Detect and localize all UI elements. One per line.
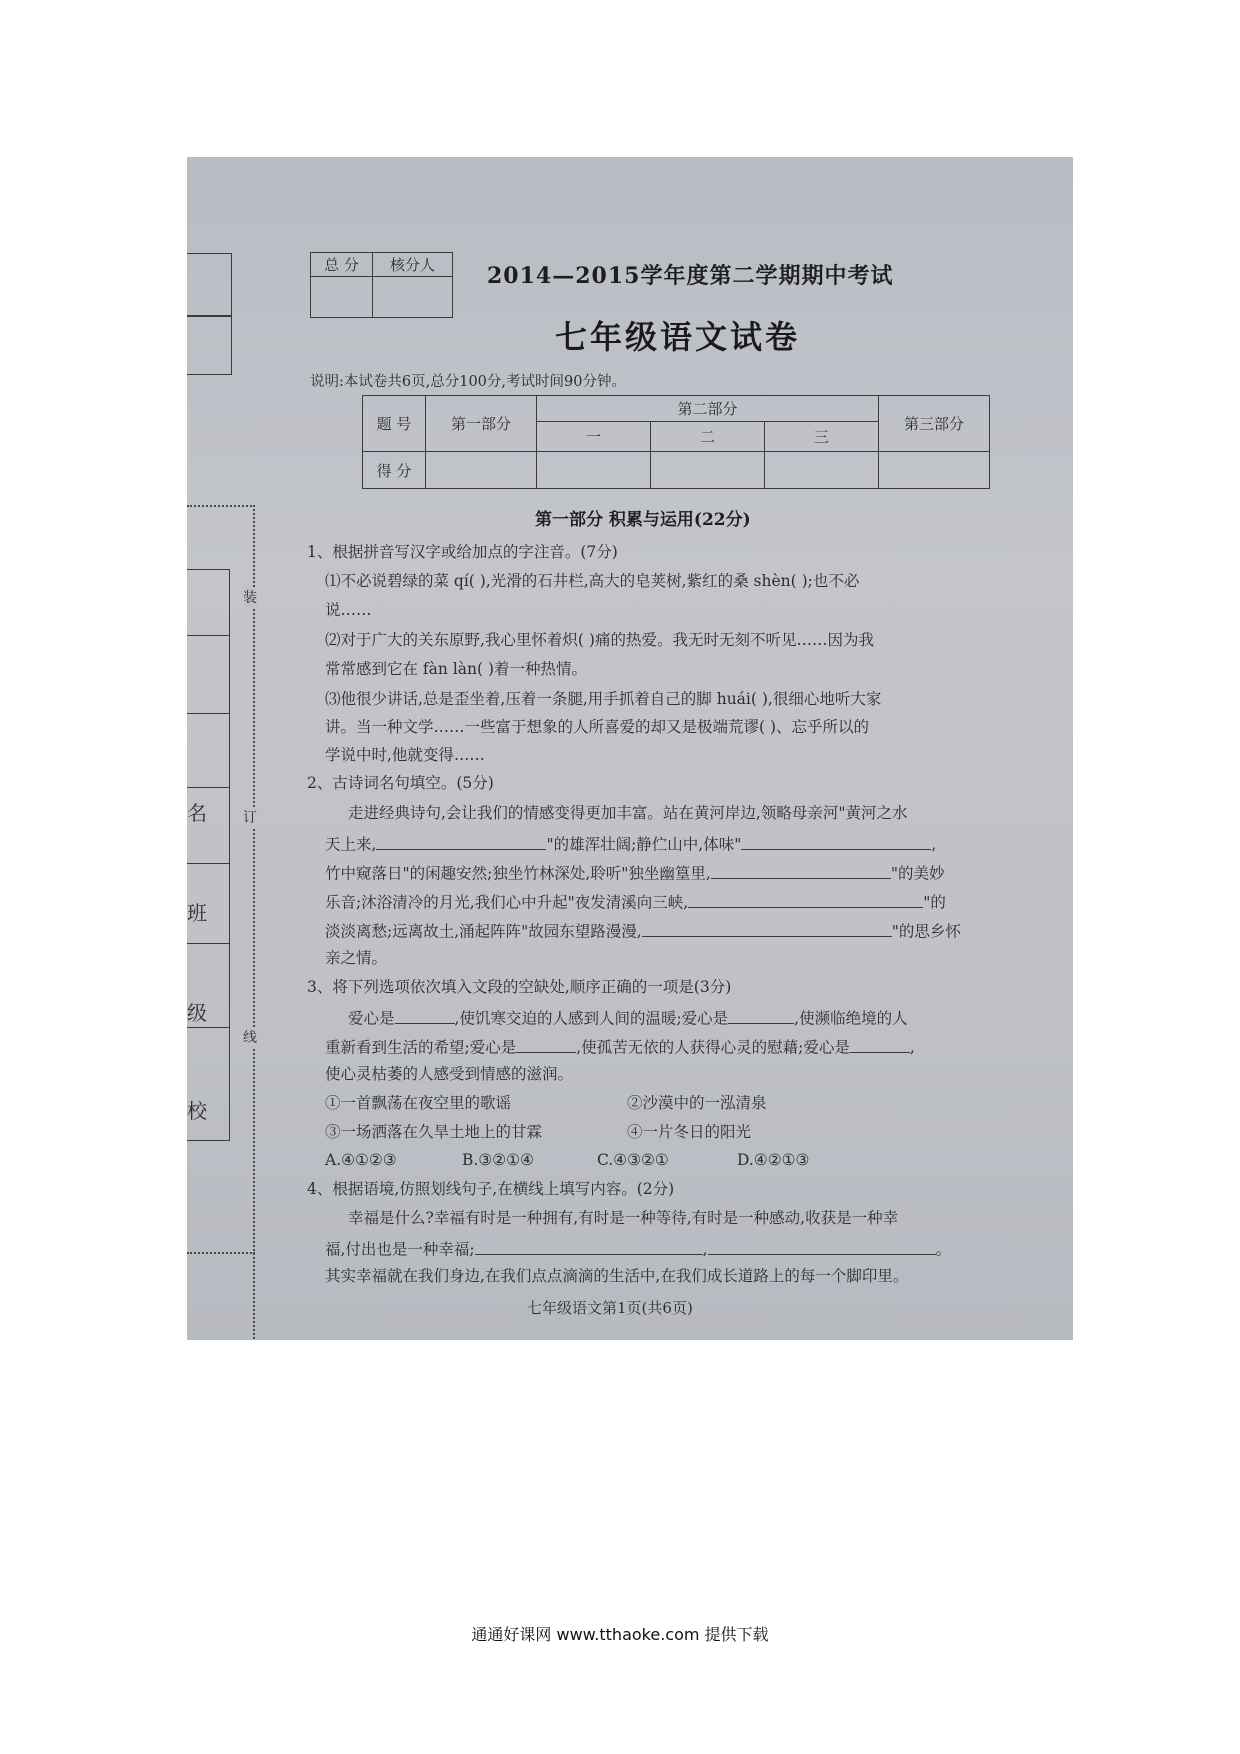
choice-c[interactable]: C.④③②① (597, 1151, 669, 1169)
binding-char: 级 (187, 1001, 207, 1025)
part2-sub: 二 (650, 422, 764, 452)
choice-b[interactable]: B.③②①④ (462, 1151, 534, 1169)
q2-line: 乐音;沐浴清冷的月光,我们心中升起"夜发清溪向三峡, "的 (325, 891, 946, 912)
answer-blank[interactable] (688, 891, 923, 908)
score-table (362, 395, 990, 489)
section1-heading: 第一部分 积累与运用(22分) (535, 510, 751, 530)
binding-char: 校 (187, 1099, 207, 1123)
binding-char: 名 (187, 801, 207, 825)
answer-blank[interactable] (728, 1007, 794, 1024)
answer-blank[interactable] (708, 1238, 936, 1255)
q2-line: 亲之情。 (325, 949, 388, 967)
q3-line: 重新看到生活的希望;爱心是 ,使孤苦无依的人获得心灵的慰藉;爱心是 , (325, 1036, 915, 1057)
answer-blank[interactable] (395, 1007, 455, 1024)
total-score-box (310, 252, 453, 318)
q2-line: 天上来, "的雄浑壮阔;静伫山中,体味" , (325, 833, 936, 854)
binding-margin (187, 157, 257, 1340)
answer-blank[interactable] (642, 920, 892, 937)
total-score-label: 总 分 (311, 253, 373, 277)
binding-side-char: 订 (243, 807, 257, 827)
q4-line: 福,付出也是一种幸福; , 。 (325, 1238, 951, 1259)
checker-label: 核分人 (373, 253, 453, 277)
q3-line: 爱心是 ,使饥寒交迫的人感到人间的温暖;爱心是 ,使濒临绝境的人 (348, 1007, 908, 1028)
answer-blank[interactable] (741, 833, 931, 850)
answer-blank[interactable] (516, 1036, 576, 1053)
q1-line: ⑴不必说碧绿的菜 qí( ),光滑的石井栏,高大的皂荚树,紫红的桑 shèn( );也不必 (325, 572, 860, 590)
q1-line: ⑶他很少讲话,总是歪坐着,压着一条腿,用手抓着自己的脚 huái( ),很细心地听大家 (325, 690, 882, 708)
q3-option: ④一片冬日的阳光 (627, 1123, 752, 1141)
row-label-question-no: 题 号 (363, 396, 426, 452)
instructions: 说明:本试卷共6页,总分100分,考试时间90分钟。 (310, 374, 626, 390)
exam-title: 2014—2015学年度第二学期期中考试 (487, 263, 894, 289)
binding-box (187, 253, 232, 317)
answer-blank[interactable] (850, 1036, 910, 1053)
q3-option: ③一场洒落在久旱土地上的甘霖 (325, 1123, 543, 1141)
part1-header: 第一部分 (426, 396, 537, 452)
q2-line: 走进经典诗句,会让我们的情感变得更加丰富。站在黄河岸边,领略母亲河"黄河之水 (348, 804, 908, 822)
dotted-border-bottom (187, 1252, 255, 1254)
part3-header: 第三部分 (879, 396, 990, 452)
part2-sub: 三 (764, 422, 878, 452)
q3-stem: 3、将下列选项依次填入文段的空缺处,顺序正确的一项是(3分) (307, 978, 732, 996)
student-info-box (187, 569, 230, 1141)
q2-line: 竹中窥落日"的闲趣安然;独坐竹林深处,聆听"独坐幽篁里, "的美妙 (325, 862, 944, 883)
q4-line: 其实幸福就在我们身边,在我们点点滴滴的生活中,在我们成长道路上的每一个脚印里。 (325, 1267, 909, 1285)
q4-stem: 4、根据语境,仿照划线句子,在横线上填写内容。(2分) (307, 1180, 675, 1198)
q4-line: 幸福是什么?幸福有时是一种拥有,有时是一种等待,有时是一种感动,收获是一种幸 (348, 1209, 899, 1227)
exam-photo (187, 157, 1073, 1340)
dotted-border-top (187, 505, 255, 507)
q1-line: ⑵对于广大的关东原野,我心里怀着炽( )痛的热爱。我无时无刻不听见……因为我 (325, 631, 874, 649)
answer-blank[interactable] (475, 1238, 703, 1255)
site-footer: 通通好课网 www.tthaoke.com 提供下载 (471, 1625, 769, 1644)
answer-blank[interactable] (711, 862, 891, 879)
q3-option: ①一首飘荡在夜空里的歌谣 (325, 1094, 512, 1112)
q2-line: 淡淡离愁;远离故土,涌起阵阵"故园东望路漫漫, "的思乡怀 (325, 920, 961, 941)
binding-box (187, 315, 232, 375)
q1-stem: 1、根据拼音写汉字或给加点的字注音。(7分) (307, 543, 618, 561)
q2-stem: 2、古诗词名句填空。(5分) (307, 774, 494, 792)
choice-a[interactable]: A.④①②③ (325, 1151, 397, 1169)
binding-char: 班 (187, 901, 207, 925)
page-footer: 七年级语文第1页(共6页) (527, 1299, 693, 1317)
q1-line: 讲。当一种文学……一些富于想象的人所喜爱的却又是极端荒谬( )、忘乎所以的 (325, 718, 870, 736)
part2-header: 第二部分 (537, 396, 879, 422)
q1-line: 学说中时,他就变得…… (325, 746, 485, 764)
binding-side-char: 装 (243, 587, 257, 607)
answer-blank[interactable] (376, 833, 546, 850)
q1-line: 说…… (325, 601, 372, 619)
dotted-binding-line (253, 505, 255, 1340)
choice-d[interactable]: D.④②①③ (737, 1151, 810, 1169)
part2-sub: 一 (537, 422, 651, 452)
q1-line: 常常感到它在 fàn làn( )着一种热情。 (325, 660, 588, 678)
binding-side-char: 线 (243, 1027, 257, 1047)
q3-line: 使心灵枯萎的人感受到情感的滋润。 (325, 1065, 574, 1083)
paper-title: 七年级语文试卷 (555, 318, 801, 356)
row-label-score: 得 分 (363, 452, 426, 489)
q3-option: ②沙漠中的一泓清泉 (627, 1094, 767, 1112)
